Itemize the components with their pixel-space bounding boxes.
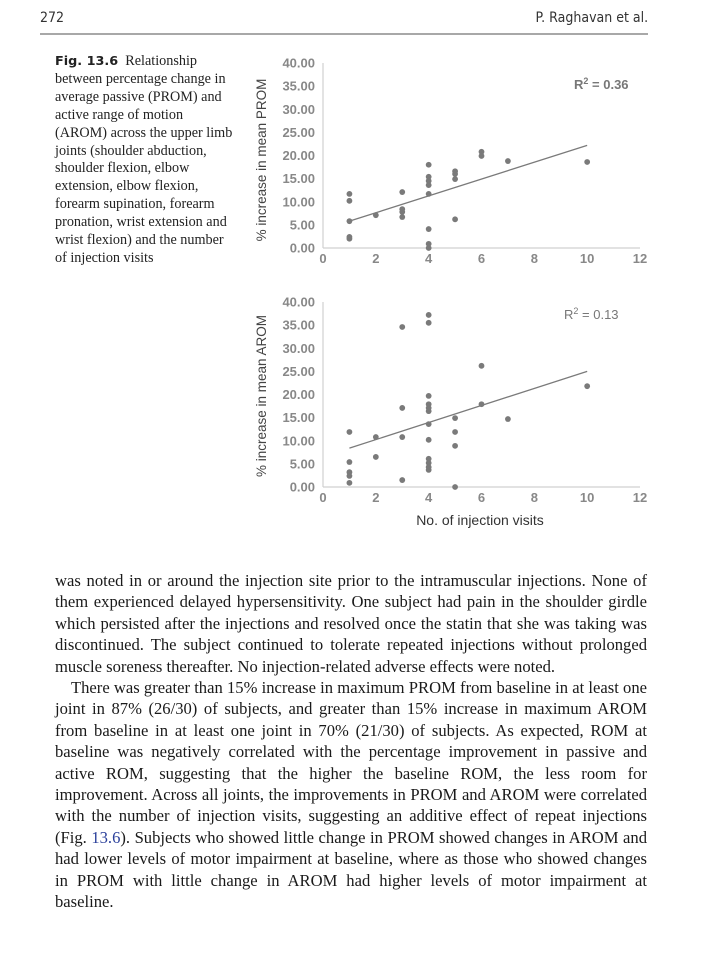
- arom-data-point: [426, 437, 432, 443]
- arom-x-axis-label: No. of injection visits: [416, 512, 544, 528]
- arom-data-point: [426, 467, 432, 473]
- arom-y-tick-label: 5.00: [289, 456, 315, 472]
- prom-y-ticks: [282, 56, 315, 256]
- arom-data-point: [347, 473, 353, 479]
- arom-data-point: [347, 459, 353, 465]
- arom-data-point: [426, 408, 432, 414]
- prom-chart: [254, 56, 647, 267]
- arom-y-tick-label: 40.00: [282, 294, 315, 310]
- prom-data-point: [426, 162, 432, 168]
- arom-points: [347, 312, 591, 490]
- arom-data-point: [373, 434, 379, 440]
- prom-data-point: [347, 191, 353, 197]
- prom-y-tick-label: 15.00: [282, 171, 315, 187]
- prom-data-point: [347, 236, 353, 242]
- arom-data-point: [347, 429, 353, 435]
- arom-data-point: [373, 454, 379, 460]
- arom-y-ticks: [282, 295, 315, 495]
- arom-y-tick-label: 25.00: [282, 363, 315, 379]
- arom-data-point: [505, 416, 511, 422]
- arom-data-point: [399, 324, 405, 330]
- prom-data-point: [399, 209, 405, 215]
- prom-y-tick-label: 10.00: [282, 194, 315, 210]
- arom-data-point: [452, 484, 458, 490]
- prom-x-ticks: [319, 251, 647, 266]
- arom-data-point: [584, 383, 590, 389]
- caption-text: Relationship between percentage change in average passive (PROM) and active range of motion (AROM) across the upper limb joints (shoulder abduction, shoulder flexion, elbow extension, elbow flexion, forearm supination, forearm pronation, wrist extension and wrist flexion) and the number of injection visits: [55, 53, 233, 266]
- prom-data-point: [505, 158, 511, 164]
- prom-x-tick-label: 6: [477, 251, 486, 266]
- arom-data-point: [399, 477, 405, 483]
- arom-data-point: [452, 429, 458, 435]
- prom-x-tick-label: 10: [579, 251, 595, 266]
- arom-x-ticks: [319, 490, 647, 505]
- prom-data-point: [452, 176, 458, 182]
- arom-data-point: [426, 393, 432, 399]
- prom-y-tick-label: 25.00: [282, 124, 315, 140]
- header-rule: [40, 33, 648, 35]
- arom-data-point: [399, 405, 405, 411]
- prom-x-tick-label: 12: [632, 251, 648, 266]
- prom-data-point: [479, 153, 485, 159]
- paragraph-2-text-b: ). Subjects who showed little change in PROM showed changes in AROM and had lower levels of motor impairment at baseline, where as those who showed changes in PROM with little change in AROM had higher levels of motor impairment at baseline.: [55, 827, 647, 912]
- prom-data-point: [452, 216, 458, 222]
- figure-label: Fig. 13.6: [55, 54, 119, 69]
- prom-data-point: [347, 198, 353, 204]
- figure-reference-link[interactable]: 13.6: [91, 827, 121, 847]
- prom-y-tick-label: 30.00: [282, 101, 315, 117]
- running-author: P. Raghavan et al.: [535, 10, 648, 26]
- arom-chart: [254, 295, 647, 529]
- prom-data-point: [584, 159, 590, 165]
- prom-data-point: [347, 218, 353, 224]
- body-text: [55, 570, 647, 913]
- prom-trendline: [349, 145, 587, 221]
- prom-y-tick-label: 40.00: [282, 55, 315, 71]
- arom-y-tick-label: 30.00: [282, 340, 315, 356]
- arom-r-squared: $R^2 = 0.13$: [564, 306, 619, 322]
- arom-data-point: [426, 421, 432, 427]
- paragraph-2: [55, 677, 647, 912]
- running-head: [40, 8, 648, 34]
- prom-data-point: [373, 212, 379, 218]
- prom-data-point: [452, 171, 458, 177]
- prom-data-point: [426, 191, 432, 197]
- figure-caption: [55, 53, 235, 268]
- arom-data-point: [479, 401, 485, 407]
- prom-data-point: [399, 189, 405, 195]
- arom-y-tick-label: 10.00: [282, 433, 315, 449]
- arom-x-tick-label: 12: [632, 490, 648, 505]
- prom-data-point: [426, 245, 432, 251]
- prom-y-axis-label: % increase in mean PROM: [254, 78, 269, 242]
- prom-data-point: [426, 226, 432, 232]
- prom-y-tick-label: 20.00: [282, 148, 315, 163]
- arom-y-axis-label: % increase in mean AROM: [254, 314, 269, 478]
- prom-x-tick-label: 0: [319, 251, 327, 266]
- page-number: 272: [40, 10, 65, 26]
- arom-data-point: [452, 443, 458, 449]
- arom-data-point: [479, 363, 485, 369]
- arom-x-tick-label: 8: [530, 490, 538, 505]
- arom-y-tick-label: 15.00: [282, 410, 315, 426]
- figure-charts: [240, 50, 660, 540]
- prom-x-tick-label: 2: [372, 251, 380, 266]
- arom-x-tick-label: 6: [477, 490, 486, 505]
- prom-data-point: [399, 214, 405, 220]
- arom-data-point: [399, 434, 405, 440]
- paragraph-2-text-a: There was greater than 15% increase in maximum PROM from baseline in at least one joint in 87% (26/30) of subjects, and greater than 15% increase in maximum AROM from baseline in at least one joint in 70% (21/30) of subjects. As expected, ROM at baseline was negatively correlated with the percentage improvement in passive and active ROM, suggesting that the higher the baseline ROM, the less room for improvement. Across all joints, the improvements in PROM and AROM were correlated with the number of injection visits, suggesting an additive effect of repeat injections (Fig.: [55, 678, 647, 847]
- arom-x-tick-label: 4: [425, 490, 433, 505]
- arom-x-tick-label: 2: [372, 490, 380, 505]
- prom-x-tick-label: 8: [530, 251, 538, 266]
- prom-points: [347, 149, 591, 251]
- arom-data-point: [347, 480, 353, 486]
- arom-y-tick-label: 35.00: [282, 317, 315, 333]
- prom-y-tick-label: 5.00: [289, 217, 315, 233]
- prom-y-tick-label: 35.00: [282, 78, 315, 94]
- arom-data-point: [426, 320, 432, 326]
- arom-trendline: [349, 371, 587, 448]
- arom-data-point: [452, 415, 458, 421]
- prom-r-squared: $R^2 = 0.36$: [574, 76, 629, 92]
- arom-x-tick-label: 10: [579, 490, 595, 505]
- prom-y-tick-label: 0.00: [289, 240, 315, 256]
- arom-x-tick-label: 0: [319, 490, 327, 505]
- paragraph-1: was noted in or around the injection site prior to the intramuscular injections. None of them experienced delayed hypersensitivity. One subject had pain in the shoulder girdle which persisted after the injections and resolved once the statin that she was taking was discontinued. The subject continued to tolerate repeated injections without prolonged muscle soreness thereafter. No injection-related adverse effects were noted.: [55, 571, 647, 676]
- arom-y-tick-label: 20.00: [282, 387, 315, 402]
- prom-data-point: [426, 182, 432, 188]
- arom-data-point: [426, 312, 432, 318]
- prom-x-tick-label: 4: [425, 251, 433, 266]
- arom-y-tick-label: 0.00: [289, 479, 315, 495]
